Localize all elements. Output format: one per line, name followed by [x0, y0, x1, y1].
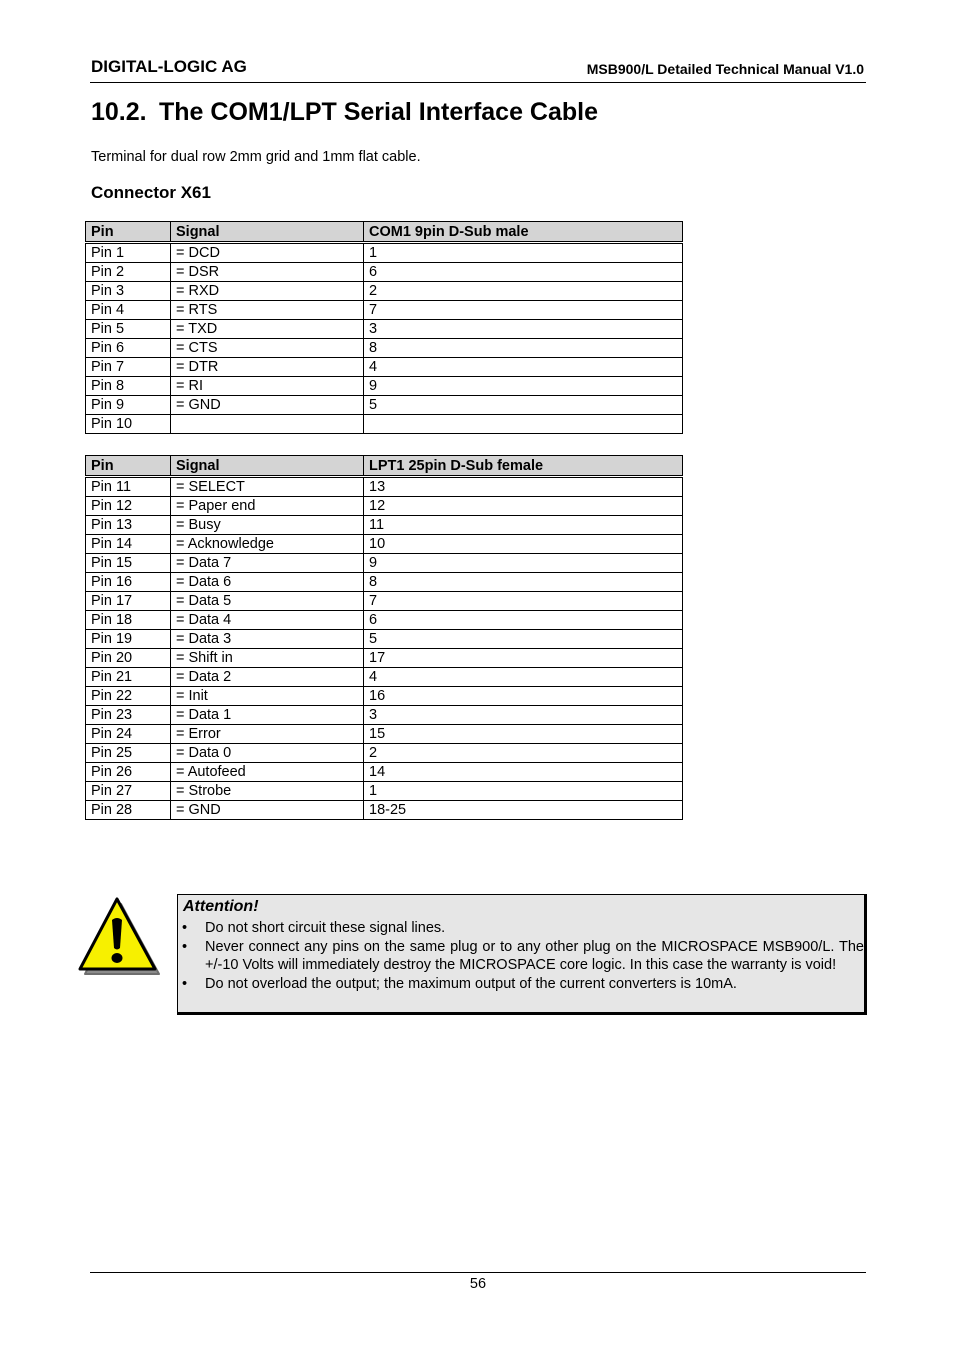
pin-cell: Pin 22: [86, 687, 171, 706]
table-row: [86, 725, 683, 744]
signal-cell: = TXD: [171, 320, 364, 339]
signal-cell: = Autofeed: [171, 763, 364, 782]
dsub-pin-cell: 18-25: [364, 801, 683, 820]
table-row: [86, 744, 683, 763]
signal-cell: = Paper end: [171, 497, 364, 516]
pin-cell: Pin 1: [86, 243, 171, 263]
list-item: • Do not overload the output; the maximum output of the current converters is 10mA.: [182, 975, 737, 992]
signal-cell: = DCD: [171, 243, 364, 263]
pin-cell: Pin 14: [86, 535, 171, 554]
dsub-pin-cell: 1: [364, 243, 683, 263]
table-row: [86, 339, 683, 358]
dsub-pin-cell: 3: [364, 706, 683, 725]
table-row: [86, 554, 683, 573]
page-header: [90, 56, 866, 83]
signal-cell: = Data 4: [171, 611, 364, 630]
table-row: [86, 763, 683, 782]
connector-heading: Connector X61: [91, 183, 211, 202]
intro-text: Terminal for dual row 2mm grid and 1mm flat cable.: [91, 149, 421, 165]
signal-cell: = Busy: [171, 516, 364, 535]
dsub-pin-cell: 6: [364, 263, 683, 282]
column-header-signal: Signal: [171, 456, 364, 477]
dsub-pin-cell: 6: [364, 611, 683, 630]
com1-pin-table: [85, 221, 683, 434]
table-header-row: [86, 222, 683, 243]
dsub-pin-cell: 11: [364, 516, 683, 535]
signal-cell: = Strobe: [171, 782, 364, 801]
pin-cell: Pin 27: [86, 782, 171, 801]
signal-cell: = DSR: [171, 263, 364, 282]
column-header-pin: Pin: [86, 222, 171, 243]
signal-cell: = RXD: [171, 282, 364, 301]
pin-cell: Pin 8: [86, 377, 171, 396]
pin-cell: Pin 19: [86, 630, 171, 649]
dsub-pin-cell: 15: [364, 725, 683, 744]
signal-cell: = CTS: [171, 339, 364, 358]
bullet-glyph: •: [182, 920, 188, 936]
table-row: [86, 668, 683, 687]
dsub-pin-cell: 17: [364, 649, 683, 668]
dsub-pin-cell: 7: [364, 301, 683, 320]
pin-cell: Pin 12: [86, 497, 171, 516]
pin-cell: Pin 4: [86, 301, 171, 320]
dsub-pin-cell: 7: [364, 592, 683, 611]
table-row: [86, 358, 683, 377]
manual-title: MSB900/L Detailed Technical Manual V1.0: [586, 61, 864, 77]
table-row: [86, 301, 683, 320]
signal-cell: = Data 6: [171, 573, 364, 592]
table-row: [86, 687, 683, 706]
dsub-pin-cell: 4: [364, 668, 683, 687]
dsub-pin-cell: 2: [364, 744, 683, 763]
dsub-pin-cell: [364, 415, 683, 434]
column-header-dsub: COM1 9pin D-Sub male: [364, 222, 683, 243]
page-number: 56: [469, 1276, 487, 1292]
signal-cell: = Error: [171, 725, 364, 744]
dsub-pin-cell: 14: [364, 763, 683, 782]
pin-cell: Pin 26: [86, 763, 171, 782]
signal-cell: = Init: [171, 687, 364, 706]
signal-cell: = GND: [171, 801, 364, 820]
pin-cell: Pin 16: [86, 573, 171, 592]
pin-cell: Pin 17: [86, 592, 171, 611]
signal-cell: = Data 1: [171, 706, 364, 725]
pin-cell: Pin 5: [86, 320, 171, 339]
section-title-text: The COM1/LPT Serial Interface Cable: [159, 98, 599, 126]
signal-cell: = Data 3: [171, 630, 364, 649]
section-number: 10.2.: [91, 98, 147, 126]
table-row: [86, 477, 683, 497]
list-item: • Never connect any pins on the same plug or to any other plug on the MICROSPACE MSB900/L. The +/-10 Volts will immediately destroy the MICROSPACE core logic. In this case the warranty is void!: [182, 938, 864, 973]
signal-cell: [171, 415, 364, 434]
signal-cell: = RI: [171, 377, 364, 396]
attention-title: Attention!: [183, 898, 259, 915]
signal-cell: = Data 2: [171, 668, 364, 687]
pin-cell: Pin 10: [86, 415, 171, 434]
column-header-dsub: LPT1 25pin D-Sub female: [364, 456, 683, 477]
table-row: [86, 801, 683, 820]
list-item: • Do not short circuit these signal lines.: [182, 920, 446, 936]
dsub-pin-cell: 1: [364, 782, 683, 801]
signal-cell: = Acknowledge: [171, 535, 364, 554]
bullet-glyph: •: [182, 938, 188, 955]
dsub-pin-cell: 3: [364, 320, 683, 339]
pin-cell: Pin 18: [86, 611, 171, 630]
dsub-pin-cell: 13: [364, 477, 683, 497]
table-row: [86, 592, 683, 611]
pin-cell: Pin 3: [86, 282, 171, 301]
table-row: [86, 573, 683, 592]
table-row: [86, 649, 683, 668]
column-header-signal: Signal: [171, 222, 364, 243]
dsub-pin-cell: 8: [364, 339, 683, 358]
dsub-pin-cell: 12: [364, 497, 683, 516]
pin-cell: Pin 7: [86, 358, 171, 377]
signal-cell: = Shift in: [171, 649, 364, 668]
section-title: [91, 98, 598, 127]
pin-cell: Pin 25: [86, 744, 171, 763]
pin-cell: Pin 9: [86, 396, 171, 415]
dsub-pin-cell: 2: [364, 282, 683, 301]
pin-cell: Pin 11: [86, 477, 171, 497]
table-row: [86, 535, 683, 554]
column-header-pin: Pin: [86, 456, 171, 477]
pin-cell: Pin 15: [86, 554, 171, 573]
table-row: [86, 706, 683, 725]
signal-cell: = RTS: [171, 301, 364, 320]
table-row: [86, 263, 683, 282]
dsub-pin-cell: 5: [364, 630, 683, 649]
table-row: [86, 516, 683, 535]
signal-cell: = SELECT: [171, 477, 364, 497]
attention-list: [182, 919, 864, 993]
table-row: [86, 396, 683, 415]
company-name: DIGITAL-LOGIC AG: [91, 57, 247, 76]
pin-cell: Pin 23: [86, 706, 171, 725]
dsub-pin-cell: 4: [364, 358, 683, 377]
bullet-glyph: •: [182, 975, 188, 992]
attention-box: [177, 894, 867, 1015]
dsub-pin-cell: 16: [364, 687, 683, 706]
table-row: [86, 630, 683, 649]
lpt1-pin-table: [85, 455, 683, 820]
signal-cell: = GND: [171, 396, 364, 415]
pin-cell: Pin 20: [86, 649, 171, 668]
page-footer: [90, 1272, 866, 1292]
signal-cell: = Data 7: [171, 554, 364, 573]
table-row: [86, 497, 683, 516]
pin-cell: Pin 13: [86, 516, 171, 535]
table-header-row: [86, 456, 683, 477]
dsub-pin-cell: 10: [364, 535, 683, 554]
pin-cell: Pin 28: [86, 801, 171, 820]
pin-cell: Pin 24: [86, 725, 171, 744]
signal-cell: = Data 0: [171, 744, 364, 763]
pin-cell: Pin 2: [86, 263, 171, 282]
dsub-pin-cell: 9: [364, 377, 683, 396]
pin-cell: Pin 21: [86, 668, 171, 687]
dsub-pin-cell: 8: [364, 573, 683, 592]
table-row: [86, 243, 683, 263]
pin-cell: Pin 6: [86, 339, 171, 358]
table-row: [86, 377, 683, 396]
signal-cell: = Data 5: [171, 592, 364, 611]
warning-exclamation-icon: [77, 896, 161, 978]
signal-cell: = DTR: [171, 358, 364, 377]
table-row: [86, 320, 683, 339]
table-row: [86, 782, 683, 801]
table-row: [86, 611, 683, 630]
table-row: [86, 415, 683, 434]
dsub-pin-cell: 5: [364, 396, 683, 415]
dsub-pin-cell: 9: [364, 554, 683, 573]
table-row: [86, 282, 683, 301]
